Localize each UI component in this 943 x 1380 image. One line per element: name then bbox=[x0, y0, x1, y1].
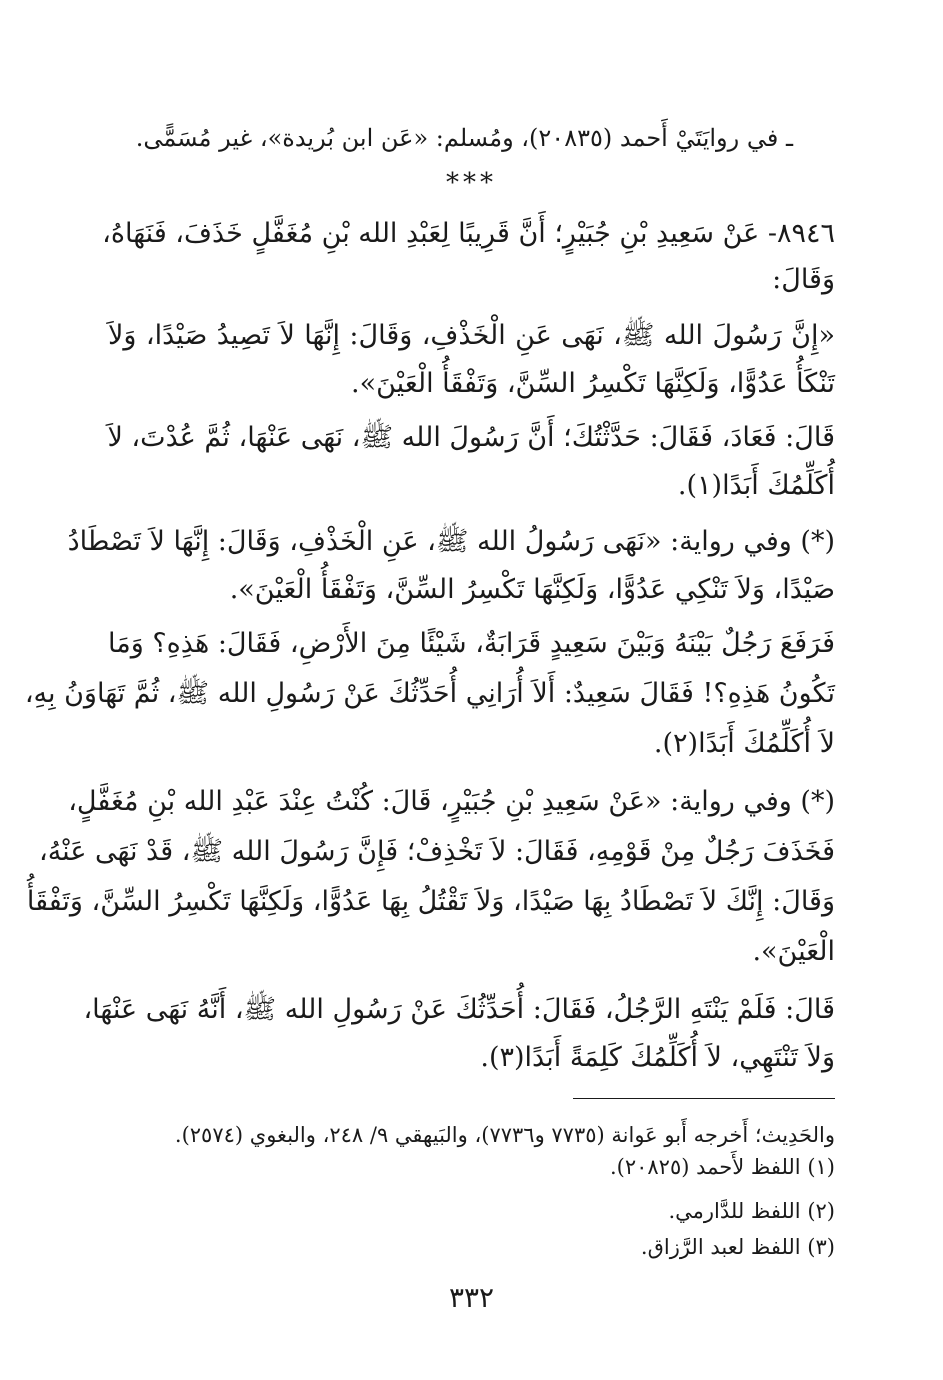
body-line: فَخَذَفَ رَجُلٌ مِنْ قَوْمِهِ، فَقَالَ: لاَ تَخْذِفْ؛ فَإِنَّ رَسُولَ الله ﷺ، قَدْ نَهَى عَنْهُ، bbox=[38, 836, 835, 867]
body-line: «إِنَّ رَسُولَ الله ﷺ، نَهَى عَنِ الْخَذْفِ، وَقَالَ: إِنَّهَا لاَ تَصِيدُ صَيْدًا، وَلاَ bbox=[108, 320, 835, 351]
footnote-line: (١) اللفظ لأَحمد (٢٠٨٢٥). bbox=[609, 1155, 835, 1179]
body-line: وَقَالَ: إِنَّكَ لاَ تَصْطَادُ بِهَا صَيْدًا، وَلاَ تَقْتُلُ بِهَا عَدُوًّا، وَلَكِنَّهَا تَكْسِرُ السِّنَّ، وَتَفْقَأُ bbox=[26, 886, 835, 917]
section-separator: *** bbox=[446, 168, 497, 198]
footnote-line: والحَدِيث؛ أَخرجه أَبو عَوانة (٧٧٣٥ و٧٧٣٦)، والبَيهقي ٩/ ٢٤٨، والبغوي (٢٥٧٤). bbox=[174, 1123, 835, 1147]
body-line: قَالَ: فَعَادَ، فَقَالَ: حَدَّثْتُكَ؛ أَنَّ رَسُولَ الله ﷺ، نَهَى عَنْهَا، ثُمَّ عُدْتَ، لاَ bbox=[107, 422, 835, 453]
body-line: الْعَيْنَ». bbox=[752, 936, 835, 967]
header-note: ـ في روايَتَيْ أَحمد (٢٠٨٣٥)، ومُسلم: «عَن ابن بُريدة»، غير مُسَمًّى. bbox=[135, 124, 793, 152]
footnote-line: (٢) اللفظ للدَّارمي. bbox=[668, 1199, 835, 1223]
body-line: (*) وفي رواية: «عَنْ سَعِيدِ بْنِ جُبَيْرٍ، قَالَ: كُنْتُ عِنْدَ عَبْدِ الله بْنِ مُغَفَّلٍ، bbox=[68, 786, 835, 817]
body-line: أُكَلِّمُكَ أَبَدًا(١). bbox=[677, 470, 835, 501]
body-line: قَالَ: فَلَمْ يَنْتَهِ الرَّجُلُ، فَقَالَ: أُحَدِّثُكَ عَنْ رَسُولِ الله ﷺ، أَنَّهُ نَهَى عَنْهَا، bbox=[83, 994, 835, 1025]
body-line: تَنْكَأُ عَدُوًّا، وَلَكِنَّهَا تَكْسِرُ السِّنَّ، وَتَفْقَأُ الْعَيْنَ». bbox=[351, 368, 835, 399]
footnote-divider bbox=[573, 1098, 835, 1099]
body-line: تَكُونُ هَذِهِ؟! فَقَالَ سَعِيدٌ: أَلاَ أُرَانِي أُحَدِّثُكَ عَنْ رَسُولِ الله ﷺ، ثُمَّ تَهَاوَنُ بِهِ، bbox=[24, 678, 835, 709]
body-line: صَيْدًا، وَلاَ تَنْكِي عَدُوًّا، وَلَكِنَّهَا تَكْسِرُ السِّنَّ، وَتَفْقَأُ الْعَيْنَ». bbox=[229, 574, 835, 605]
body-line: ٨٩٤٦- عَنْ سَعِيدِ بْنِ جُبَيْرٍ؛ أَنَّ قَرِيبًا لِعَبْدِ الله بْنِ مُغَفَّلٍ خَذَفَ، فَنَهَاهُ، bbox=[102, 218, 835, 249]
body-line: وَقَالَ: bbox=[772, 264, 835, 295]
footnote-line: (٣) اللفظ لعبد الرَّزاق. bbox=[640, 1235, 835, 1259]
page-number: ٣٣٢ bbox=[448, 1281, 495, 1314]
body-line: فَرَفَعَ رَجُلٌ بَيْنَهُ وَبَيْنَ سَعِيدٍ قَرَابَةٌ، شَيْئًا مِنَ الأَرْضِ، فَقَالَ: هَذِهِ؟ وَمَا bbox=[108, 628, 835, 659]
body-line: وَلاَ تَنْتَهِي، لاَ أُكَلِّمُكَ كَلِمَةً أَبَدًا(٣). bbox=[480, 1042, 835, 1073]
body-line: لاَ أُكَلِّمُكَ أَبَدًا(٢). bbox=[653, 728, 835, 759]
body-line: (*) وفي رواية: «نَهَى رَسُولُ الله ﷺ، عَنِ الْخَذْفِ، وَقَالَ: إِنَّهَا لاَ تَصْطَادُ bbox=[67, 526, 835, 557]
